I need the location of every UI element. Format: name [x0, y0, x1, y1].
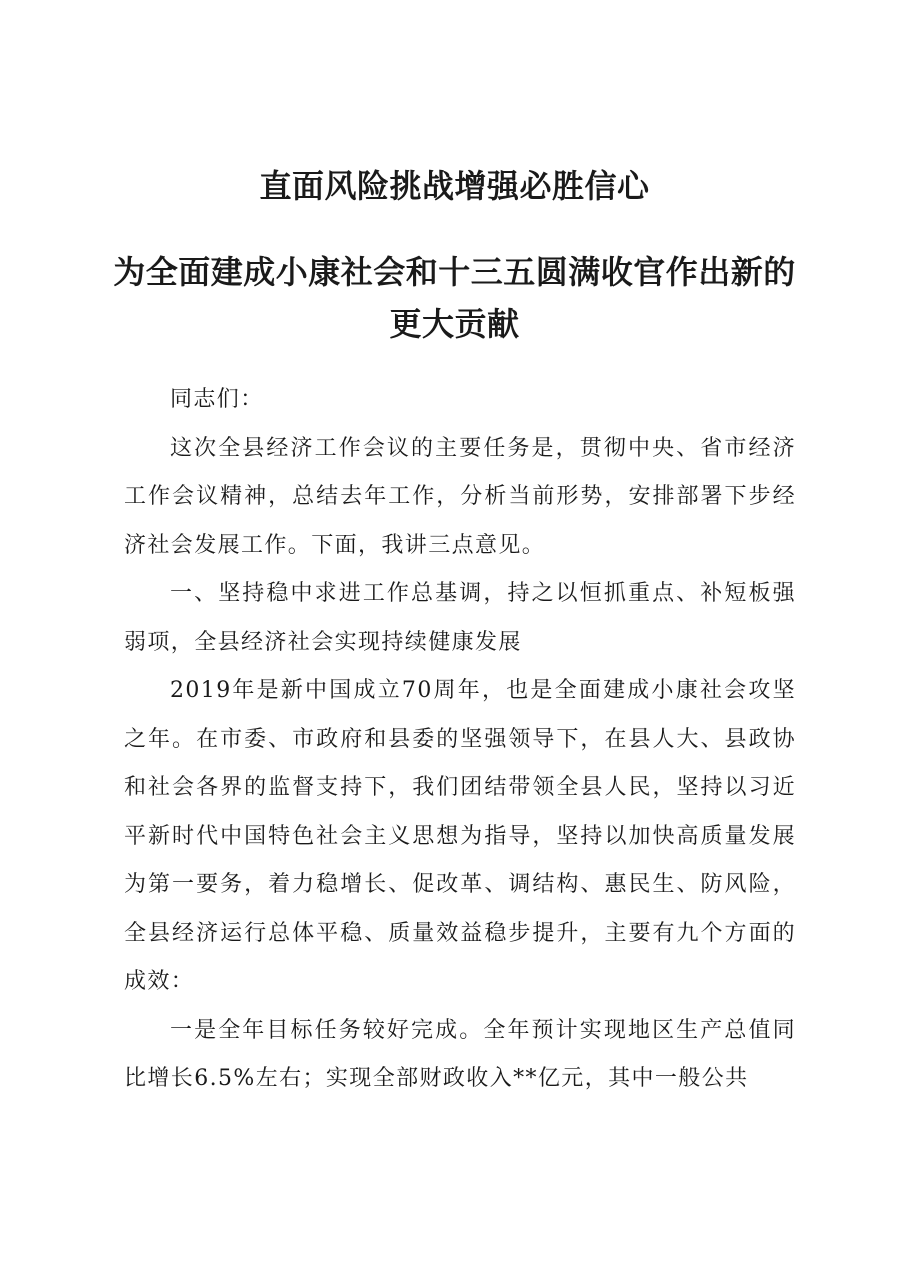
paragraph-targets: 一是全年目标任务较好完成。全年预计实现地区生产总值同比增长6.5%左右；实现全部财政收入**亿元，其中一般公共	[124, 1017, 796, 1091]
salutation: 同志们：	[170, 387, 264, 412]
paragraph-intro: 这次全县经济工作会议的主要任务是，贯彻中央、省市经济工作会议精神，总结去年工作，分析当前形势，安排部署下步经济社会发展工作。下面，我讲三点意见。	[124, 435, 796, 558]
document-subtitle: 为全面建成小康社会和十三五圆满收官作出新的更大贡献	[113, 253, 796, 343]
section-heading-1: 一、坚持稳中求进工作总基调，持之以恒抓重点、补短板强弱项，全县经济社会实现持续健康发展	[124, 581, 796, 655]
paragraph-2019-review: 2019年是新中国成立70周年，也是全面建成小康社会攻坚之年。在市委、市政府和县委的坚强领导下，在县人大、县政协和社会各界的监督支持下，我们团结带领全县人民，坚持以习近平新时代中国特色社会主义思想为指导，坚持以加快高质量发展为第一要务，着力稳增长、促改革、调结构、惠民生、防风险，全县经济运行总体平稳、质量效益稳步提升，主要有九个方面的成效：	[124, 678, 796, 994]
document-body	[124, 376, 796, 1104]
document-title: 直面风险挑战增强必胜信心	[259, 167, 650, 205]
